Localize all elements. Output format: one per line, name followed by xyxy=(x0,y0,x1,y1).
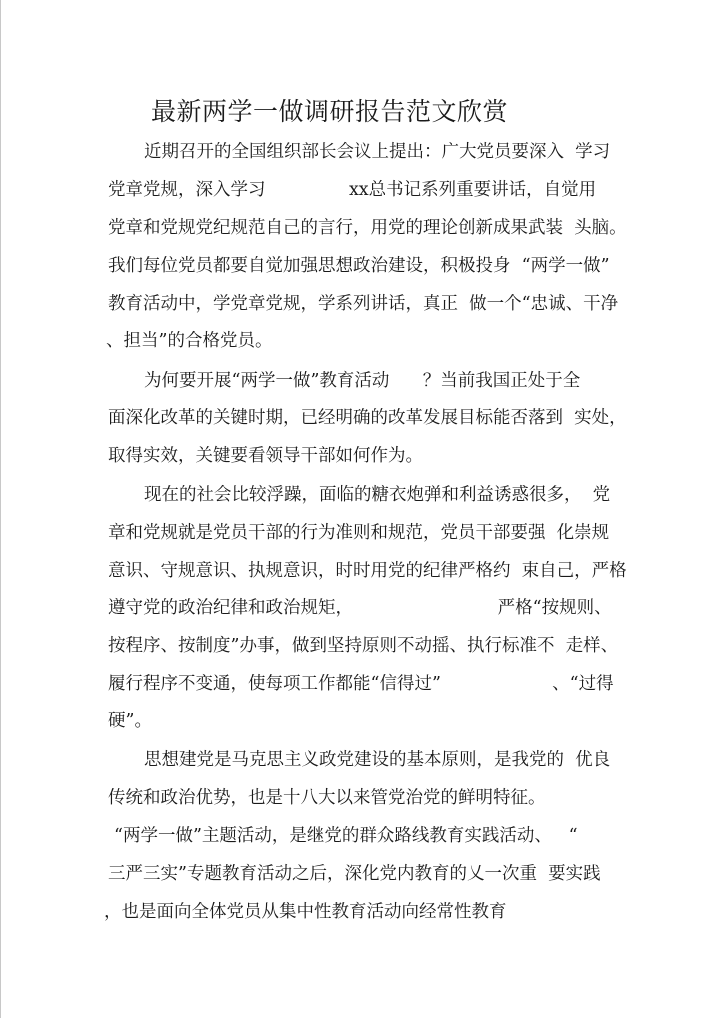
text-line: 党章党规，深入学习 xx总书记系列重要讲话，自觉用 xyxy=(108,180,597,200)
text-line: “两学一做”主题活动，是继党的群众路线教育实践活动、 “ xyxy=(114,826,578,846)
text-line: 思想建党是马克思主义政党建设的基本原则，是我党的 优良 xyxy=(144,750,611,770)
text-line: ，也是面向全体党员从集中性教育活动向经常性教育 xyxy=(104,902,507,922)
text-line: 履行程序不变通，使每项工作都能“信得过” 、“过得 xyxy=(108,674,614,694)
text-line: 意识、守规意识、执规意识，时时用党的纪律严格约 束自己，严格 xyxy=(108,561,627,581)
text-line: 硬”。 xyxy=(108,711,152,731)
text-line: 传统和政治优势，也是十八大以来管党治党的鲜明特征。 xyxy=(108,788,546,808)
text-line: 面深化改革的关键时期，已经明确的改革发展目标能否落到 实处， xyxy=(108,408,627,428)
text-line: 、担当”的合格党员。 xyxy=(106,331,273,351)
text-line: 为何要开展“两学一做”教育活动 ？当前我国正处于全 xyxy=(144,371,581,391)
text-line: 按程序、按制度”办事，做到坚持原则不动摇、执行标准不 走样、 xyxy=(108,636,619,656)
text-line: 近期召开的全国组织部长会议上提出：广大党员要深入 学习 xyxy=(144,142,611,162)
text-line: 三严三实”专题教育活动之后，深化党内教育的乂一次重 要实践 xyxy=(108,864,601,884)
text-line: 遵守党的政治纪律和政治规矩， 严格“按规则、 xyxy=(108,598,612,618)
text-line: 党章和党规党纪规范自己的言行，用党的理论创新成果武装 头脑。 xyxy=(108,218,627,238)
text-line: 我们每位党员都要自觉加强思想政治建设，积极投身 “两学一做” xyxy=(108,256,610,276)
text-line: 取得实效，关键要看领导干部如何作为。 xyxy=(108,446,423,466)
text-line: 现在的社会比较浮躁，面临的糖衣炮弹和利益诱惑很多， 党 xyxy=(144,485,611,505)
document-title: 最新两学一做调研报告范文欣赏 xyxy=(151,97,509,126)
text-line: 教育活动中，学党章党规，学系列讲话，真正 做一个“忠诚、干净 xyxy=(108,294,619,314)
text-line: 章和党规就是党员干部的行为准则和规范，党员干部要强 化崇规 xyxy=(108,523,610,543)
